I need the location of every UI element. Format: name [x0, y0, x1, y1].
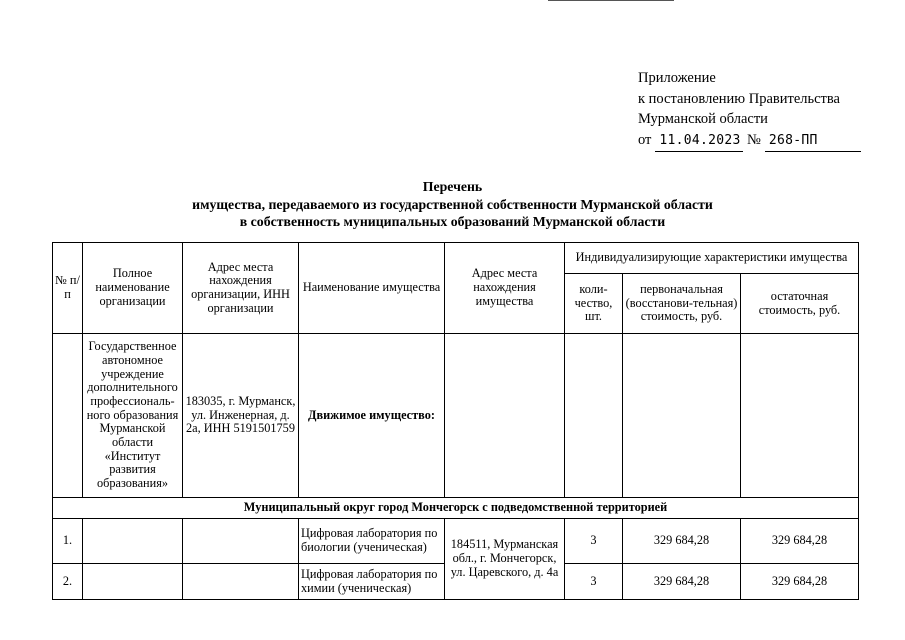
- header-quantity: коли-чество, шт.: [565, 274, 623, 334]
- document-title: [0, 178, 905, 231]
- shared-property-address: 184511, Мурманская обл., г. Мончегорск, ул. Царевского, д. 4а: [445, 519, 565, 600]
- row-property-name: Цифровая лаборатория по биологии (ученическая): [299, 519, 445, 564]
- row-residual-cost: 329 684,28: [741, 519, 859, 564]
- decree-number: 268-ПП: [765, 131, 861, 153]
- row-org-address: [183, 519, 299, 564]
- org-prop-address-cell: [445, 334, 565, 498]
- row-org-address: [183, 564, 299, 600]
- header-initial-cost: первоначальная (восстанови-тельная) стоимость, руб.: [623, 274, 741, 334]
- org-initial-cell: [623, 334, 741, 498]
- header-characteristics: Индивидуализирующие характеристики имущества: [565, 243, 859, 274]
- row-initial-cost: 329 684,28: [623, 564, 741, 600]
- title-line-3: в собственность муниципальных образований Мурманской области: [239, 214, 666, 229]
- header-residual-cost: остаточная стоимость, руб.: [741, 274, 859, 334]
- row-quantity: 3: [565, 564, 623, 600]
- appendix-date-line: [638, 130, 861, 153]
- row-residual-cost: 329 684,28: [741, 564, 859, 600]
- header-property-address: Адрес места нахождения имущества: [445, 243, 565, 334]
- section-heading: Муниципальный округ город Мончегорск с подведомственной территорией: [53, 498, 859, 519]
- header-property-name: Наименование имущества: [299, 243, 445, 334]
- decree-date: 11.04.2023: [655, 131, 743, 153]
- row-num: 2.: [53, 564, 83, 600]
- header-num: № п/п: [53, 243, 83, 334]
- title-line-2: имущества, передаваемого из государственной собственности Мурманской области: [192, 196, 713, 212]
- row-org-name: [83, 564, 183, 600]
- org-row: [53, 334, 859, 498]
- row-quantity: 3: [565, 519, 623, 564]
- org-num-cell: [53, 334, 83, 498]
- appendix-line-2: к постановлению Правительства: [638, 90, 840, 107]
- number-prefix: №: [747, 131, 761, 148]
- row-num: 1.: [53, 519, 83, 564]
- org-name-cell: Государственное автономное учреждение дополнительного профессиональ-ного образования Мурманской области «Институт развития образования»: [83, 334, 183, 498]
- appendix-line-1: Приложение: [638, 70, 716, 86]
- appendix-note: [638, 68, 861, 152]
- org-address-cell: 183035, г. Мурманск, ул. Инженерная, д. 2а, ИНН 5191501759: [183, 334, 299, 498]
- section-row: [53, 498, 859, 519]
- header-org-address: Адрес места нахождения организации, ИНН организации: [183, 243, 299, 334]
- org-qty-cell: [565, 334, 623, 498]
- top-rule: [548, 0, 674, 1]
- appendix-line-3: Мурманской области: [638, 111, 768, 127]
- date-prefix: от: [638, 131, 652, 148]
- org-residual-cell: [741, 334, 859, 498]
- table-row: [53, 519, 859, 564]
- header-org-name: Полное наименование организации: [83, 243, 183, 334]
- title-line-1: Перечень: [422, 179, 483, 194]
- header-row-1: [53, 243, 859, 274]
- property-table: [52, 242, 859, 600]
- row-property-name: Цифровая лаборатория по химии (ученическая): [299, 564, 445, 600]
- row-initial-cost: 329 684,28: [623, 519, 741, 564]
- row-org-name: [83, 519, 183, 564]
- movable-property-cell: Движимое имущество:: [299, 334, 445, 498]
